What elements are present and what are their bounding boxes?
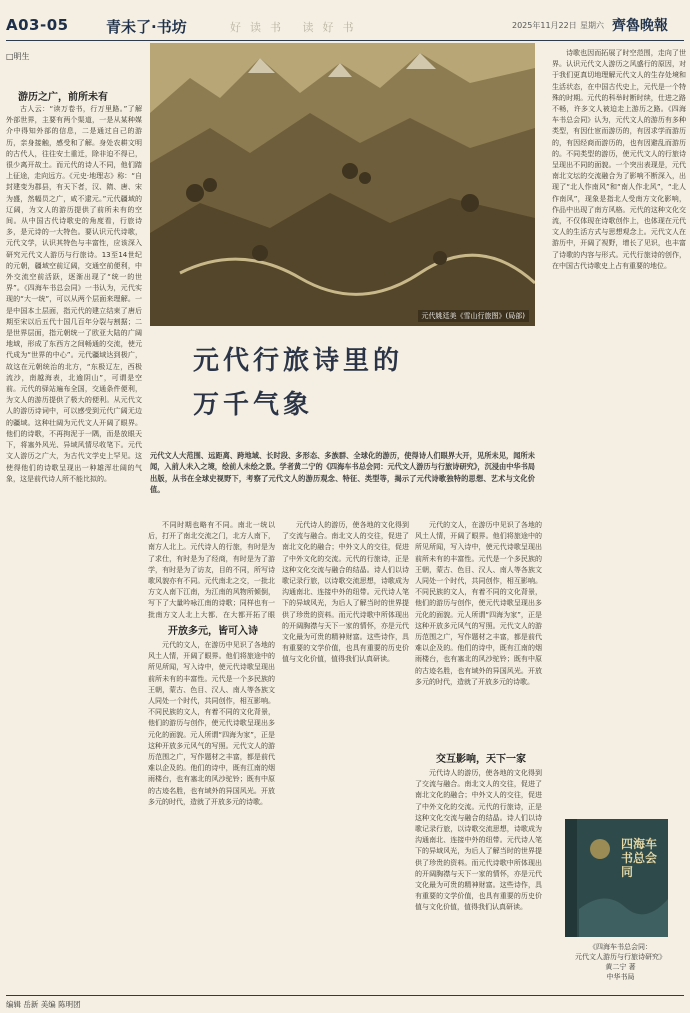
column-mid-1 xyxy=(148,640,275,994)
column-right-text: 诗歌也因而拓展了时空范围，走向了世界。认识元代文人游历之风盛行的原因，对于我们更真切地理解元代文人的生存处境和生活状态，在中国古代史上，元代是一个特殊的时期。元代的科举时断时续，仕进之路不畅，许多文人被迫走上游历之路。《四海车书总会同》认为，元代文人的游历有多种类型，有因仕宦而游历的，有因求学而游历的，有因经商而游历的，也有因避乱而游历的。不同类型的游历，使元代文人的行旅诗呈现出不同的面貌。一个突出表现是，元代南北文坛的交流融合为了影响不断深入，出现了“北人作南风”和“南人作北风”，“北人作南风”，现象是指北人受南方文化影响，作品中出现了南方风格。元代的这种文化交流，不仅体现在诗歌创作上，也体现在元代文人的生活方式与思想观念上。元代文人在游历中，开阔了视野，增长了见识，也丰富了诗歌的内容与形式。元代行旅诗的创作，在中国古代诗歌史上占有重要的地位。 xyxy=(552,49,686,270)
painting-caption: 元代姚廷美《雪山行旅图》(局部) xyxy=(418,310,529,322)
column-mid-1-body: 元代的文人，在游历中见识了各地的风土人情，开阔了眼界。他们将旅途中的所见所闻，写入诗中，使元代诗歌呈现出前所未有的丰富性。元代是一个多民族的王朝，蒙古、色目、汉人、南人等各族文人同处一个时代，共同创作，相互影响。不同民族的文人，有着不同的文化背景，他们的游历与创作，使元代诗歌呈现出多元化的面貌。元人所谓“四海为家”，正是这种开放多元风气的写照。元代文人的游历范围之广，写作题材之丰富，都是前代难以企及的。他们的诗中，既有江南的烟雨楼台，也有塞北的风沙驼铃；既有中原的古迹名胜，也有域外的异国风光。开放多元的时代，造就了开放多元的诗歌。 xyxy=(148,641,275,806)
column-mid-3-text: 元代的文人，在游历中见识了各地的风土人情，开阔了眼界。他们将旅途中的所见所闻，写入诗中，使元代诗歌呈现出前所未有的丰富性。元代是一个多民族的王朝，蒙古、色目、汉人、南人等各族文人同处一个时代，共同创作，相互影响。不同民族的文人，有着不同的文化背景，他们的游历与创作，使元代诗歌呈现出多元化的面貌。元人所谓“四海为家”，正是这种开放多元风气的写照。元代文人的游历范围之广，写作题材之丰富，都是前代难以企及的。他们的诗中，既有江南的烟雨楼台，也有塞北的风沙驼铃；既有中原的古迹名胜，也有域外的异国风光。开放多元的时代，造就了开放多元的诗歌。 xyxy=(415,521,542,686)
book-caption xyxy=(553,942,688,982)
newspaper-masthead: 齊魯晚報 xyxy=(612,18,668,34)
issue-weekday: 星期六 xyxy=(580,21,604,30)
header-rule xyxy=(6,40,684,41)
byline: □明生 xyxy=(6,52,30,61)
article-title-line-1: 元代行旅诗里的 xyxy=(193,346,404,376)
book-caption-line-2: 元代文人游历与行旅诗研究》 xyxy=(575,953,666,961)
column-right xyxy=(552,48,686,814)
book-author: 黄二宁 著 xyxy=(605,963,636,971)
article-lead: 元代文人大范围、远距离、跨地域、长时段、多形态、多族群、全球化的游历，使得诗人们眼界大开，见所未见，闻所未闻，入前人未入之境，绘前人未绘之景。学者黄二宁的《四海车书总会同：元代文人游历与行旅诗研究》，沉浸由中华书局出版，从书在全球史视野下，考察了元代文人的游历观念、特征、类型等，揭示了元代诗歌独特的思想、艺术与文化价值。 xyxy=(150,451,535,495)
footer-rule xyxy=(6,995,684,996)
column-mid-1-text: 不同时期也略有不同。南北一统以后，打开了南北交流之门，北方人南下，南方人北上。元代诗人的行旅，有时是为了求仕，有时是为了经商，有时是为了游学，有时是为了访友，目的不同，所写诗歌风貌亦有不同。元代南北之交，一批北方文人南下江南，为江南的风物所倾倒，写下了大量吟咏江南的诗歌；同样也有一批南方文人北上大都，在大都开拓了眼 xyxy=(148,521,275,618)
page-header xyxy=(0,0,690,44)
column-left-text: 古人云：“读万卷书，行万里路。”了解外部世界，主要有两个渠道，一是从某种媒介中得知外部的信息，二是通过自己的游历，亲身接触，感受和了解。身处农耕文明的古代人，往往安土重迁，除非迫不得已，很少离开故土。而元代的诗人不同，他们踏上征途，走向远方。《元史·地理志》称：“自封建变为郡县，有天下者，汉、隋、唐、宋为盛，然幅员之广，咸不逮元。”元代疆域的辽阔，为文人的游历提供了前所未有的空间。从中国古代诗歌史的角度看，行旅诗多，是元诗的一大特色。要认识元代诗歌，元代文学，认识其特色与丰富性，应该深入研究元代文人游历与行旅诗。13至14世纪的元朝，疆域空前辽阔，交通空前便利，中外交流空前活跃，逐渐出现了“统一的世界”。《四海车书总会同》一书认为，元代实现的“大一统”，可以从两个层面来理解。一是中国本土层面，指元代的建立结束了唐后期至宋以后五代十国几百年分裂与割据；二是世界层面，指元朝统一了欧亚大陆的广阔地域，形成了东西方之间畅通的交流，使元代成为“世界的中心”。元代疆域达到极广，故这在元朝统治的北方，“东极辽左，西极流沙，南越海表，北逾阴山”，可谓是空前。元代的驿站遍布全国，交通条件便利，为文人的游历提供了极大的便利。从元代文人的游历诗词中，可以感受到元代广阔无边的疆域。这种壮阔为元代文人开阔了眼界。他们的诗歌，不再拘泥于一隅，而是放眼天下，将塞外风光、异域风情尽收笔下。元代文人游历之广大，为古代文学史上罕见。这使得他们的诗歌呈现出一种雄浑壮阔的气象，这是前代诗人所不能比拟的。 xyxy=(6,105,142,483)
column-mid-1-top xyxy=(148,520,275,618)
subhead-one-world: 交互影响，天下一家 xyxy=(436,754,526,765)
painting-illustration xyxy=(150,43,535,326)
column-mid-3-top xyxy=(415,520,542,745)
column-mid-2 xyxy=(282,520,409,994)
subhead-open-diversity: 开放多元，皆可入诗 xyxy=(168,626,258,637)
article-title-line-2: 万千气象 xyxy=(193,390,314,420)
landscape-painting xyxy=(150,43,535,326)
column-mid-3 xyxy=(415,768,542,994)
book-publisher: 中华书局 xyxy=(606,973,635,981)
editor-credits: 编辑 岳新 美编 陈明团 xyxy=(6,1000,81,1009)
column-mid-2-text: 元代诗人的游历，使各地的文化得到了交流与融合。南北文人的交往，促进了南北文化的融合；中外文人的交往，促进了中外文化的交流。元代的行旅诗，正是这种文化交流与融合的结晶。诗人们以诗歌记录行旅，以诗歌交流思想，诗歌成为沟通南北、连接中外的纽带。元代诗人笔下的异域风光，为后人了解当时的世界提供了珍贵的资料。而元代诗歌中所体现出的开阔胸襟与天下一家的情怀，亦是元代文化最为可贵的精神财富。这些诗作，具有重要的文学价值，也具有重要的历史价值与文化价值，值得我们认真研读。 xyxy=(282,521,409,664)
page-number: A03-05 xyxy=(6,16,69,34)
book-caption-line-1: 《四海车书总会同： xyxy=(589,943,652,951)
issue-date: 2025年11月22日 xyxy=(512,21,577,30)
header-slogan: 好读书 读好书 xyxy=(230,21,363,34)
subhead-travel-range: 游历之广，前所未有 xyxy=(18,92,108,103)
column-mid-3-body: 元代诗人的游历，使各地的文化得到了交流与融合。南北文人的交往，促进了南北文化的融合；中外文人的交往，促进了中外文化的交流。元代的行旅诗，正是这种文化交流与融合的结晶。诗人们以诗歌记录行旅，以诗歌交流思想，诗歌成为沟通南北、连接中外的纽带。元代诗人笔下的异域风光，为后人了解当时的世界提供了珍贵的资料。而元代诗歌中所体现出的开阔胸襟与天下一家的情怀，亦是元代文化最为可贵的精神财富。这些诗作，具有重要的文学价值，也具有重要的历史价值与文化价值，值得我们认真研读。 xyxy=(415,769,542,912)
column-left xyxy=(6,104,142,994)
book-cover-title: 四海车书总会同 xyxy=(621,837,658,879)
section-title: 青未了·书坊 xyxy=(106,18,187,36)
